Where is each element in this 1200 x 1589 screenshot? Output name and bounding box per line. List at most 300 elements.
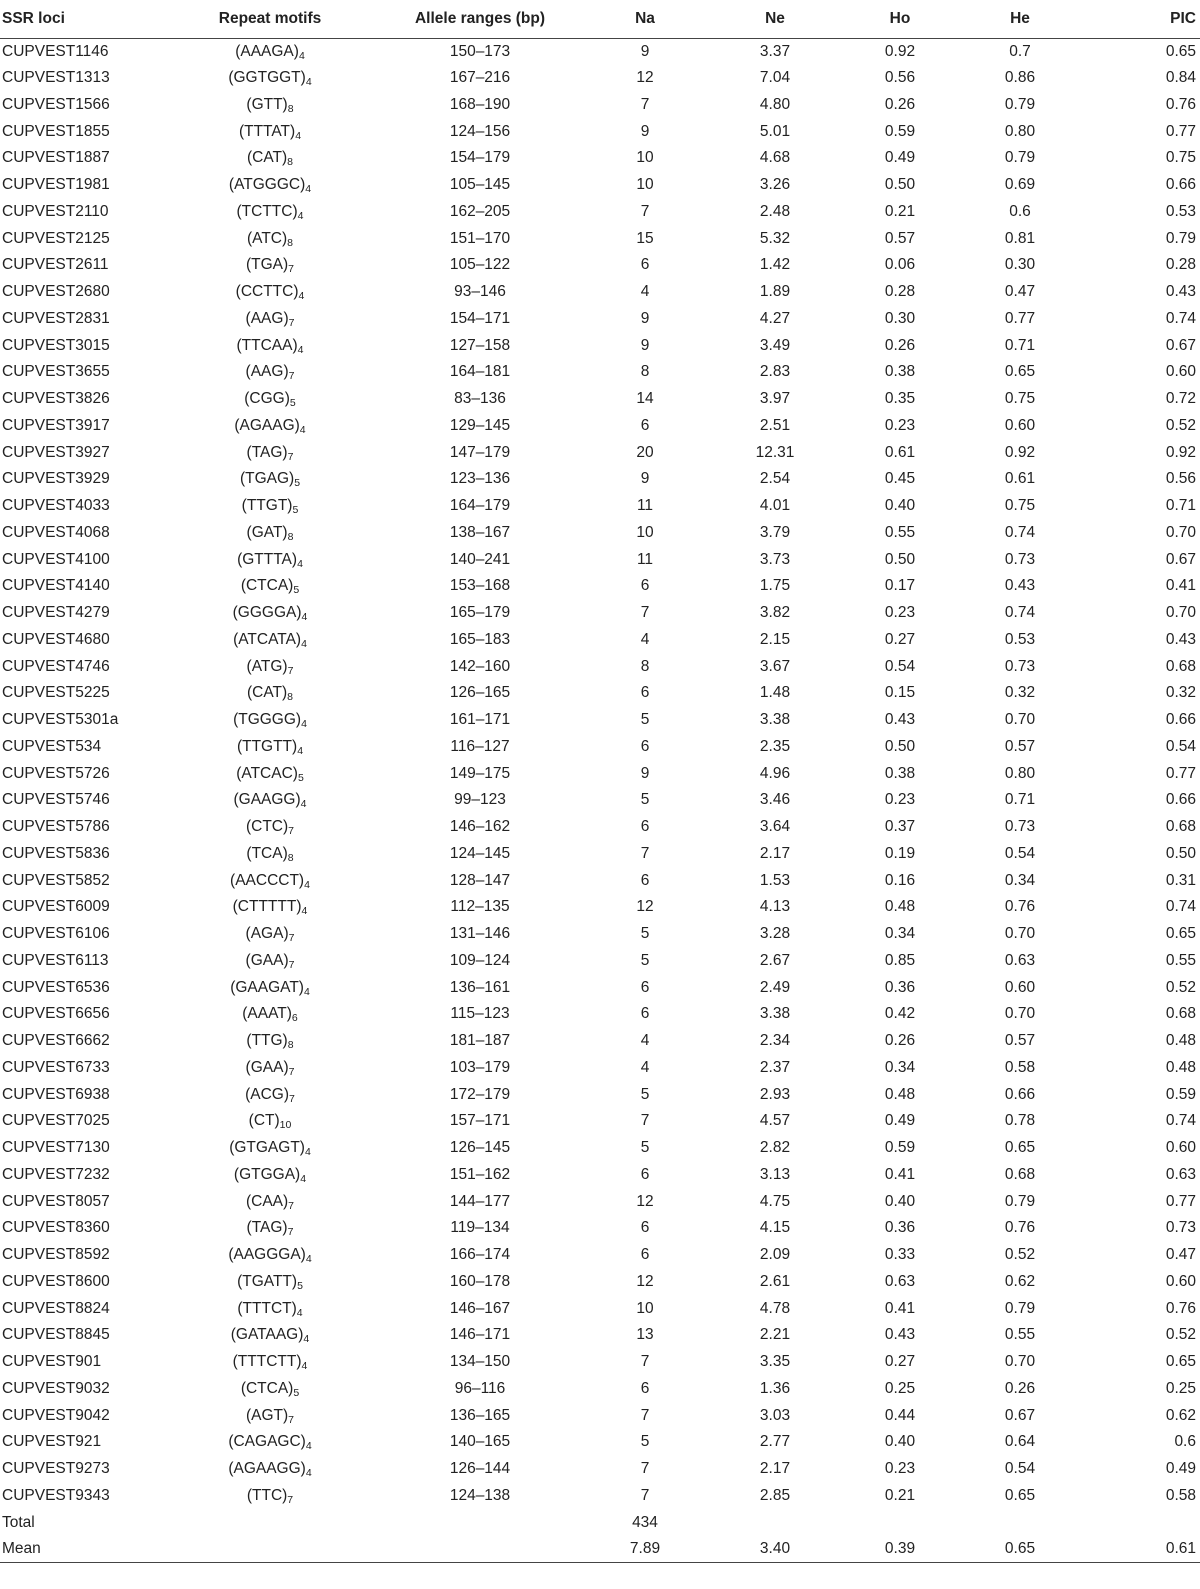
allele-range-cell: 181–187 xyxy=(449,1032,511,1050)
allele-range-cell: 154–171 xyxy=(449,309,511,327)
na-cell: 5 xyxy=(640,1433,650,1451)
na-cell: 9 xyxy=(640,336,650,354)
ho-cell: 0.36 xyxy=(884,978,916,996)
motif-text: (GAA) xyxy=(245,951,289,969)
table-row xyxy=(0,1055,1200,1082)
ho-cell: 0.34 xyxy=(884,1058,916,1076)
ne-cell: 4.80 xyxy=(759,95,791,113)
pic-cell: 0.52 xyxy=(1165,1326,1196,1344)
ho-cell: 0.55 xyxy=(884,523,916,541)
repeat-count: 7 xyxy=(288,370,295,383)
table-row xyxy=(0,92,1200,119)
na-cell: 6 xyxy=(640,871,650,889)
ne-cell: 1.89 xyxy=(759,283,791,301)
pic-cell: 0.79 xyxy=(1165,229,1196,247)
he-cell: 0.65 xyxy=(1004,1139,1036,1157)
he-cell: 0.76 xyxy=(1004,898,1036,916)
allele-range-cell: 165–183 xyxy=(449,630,511,648)
pic-cell: 0.52 xyxy=(1165,416,1196,434)
motif-text: (AACCCT) xyxy=(230,871,305,889)
he-cell: 0.70 xyxy=(1004,1005,1036,1023)
repeat-count: 4 xyxy=(305,183,312,196)
na-cell: 20 xyxy=(636,443,654,461)
pic-cell: 0.66 xyxy=(1165,176,1196,194)
repeat-count: 8 xyxy=(287,236,294,249)
motif-text: (CAGAGC) xyxy=(228,1433,306,1451)
pic-cell: 0.74 xyxy=(1165,309,1196,327)
ne-cell: 3.37 xyxy=(759,42,791,60)
ne-cell: 4.96 xyxy=(759,764,791,782)
table-row xyxy=(0,894,1200,921)
locus-cell: CUPVEST8057 xyxy=(2,1192,110,1210)
repeat-motif-cell xyxy=(160,1456,380,1483)
header-ssr-loci: SSR loci xyxy=(0,0,160,38)
allele-range-cell: 136–165 xyxy=(449,1406,511,1424)
motif-text: (ATG) xyxy=(246,657,288,675)
table-body xyxy=(0,38,1200,1563)
he-cell: 0.67 xyxy=(1004,1406,1036,1424)
na-cell: 7 xyxy=(640,1112,650,1130)
ne-cell: 1.42 xyxy=(759,256,791,274)
na-cell: 5 xyxy=(640,925,650,943)
he-cell: 0.6 xyxy=(1009,202,1031,220)
ho-cell: 0.28 xyxy=(884,283,916,301)
ne-cell: 3.03 xyxy=(759,1406,791,1424)
repeat-count: 7 xyxy=(288,1199,295,1212)
na-cell: 7 xyxy=(640,604,650,622)
repeat-count: 7 xyxy=(289,1092,295,1105)
table-row xyxy=(0,1269,1200,1296)
repeat-motif-cell xyxy=(160,38,380,65)
table-row xyxy=(0,439,1200,466)
motif-text: (CTCA) xyxy=(240,1379,294,1397)
motif-text: (AAAGA) xyxy=(235,42,299,60)
header-ho: Ho xyxy=(840,0,960,38)
table-row xyxy=(0,1429,1200,1456)
table-row xyxy=(0,734,1200,761)
table-row xyxy=(0,520,1200,547)
he-cell: 0.62 xyxy=(1004,1272,1036,1290)
table-row xyxy=(0,1135,1200,1162)
ne-cell xyxy=(710,1509,840,1536)
ne-cell: 3.26 xyxy=(759,176,791,194)
allele-range-cell: 146–162 xyxy=(449,818,511,836)
repeat-count: 4 xyxy=(301,718,307,731)
locus-cell: CUPVEST9343 xyxy=(2,1486,110,1504)
locus-cell: CUPVEST4033 xyxy=(2,497,110,515)
allele-range-cell: 124–138 xyxy=(449,1486,511,1504)
repeat-motif-cell xyxy=(160,1188,380,1215)
locus-cell: CUPVEST1313 xyxy=(2,69,110,87)
allele-range-cell: 96–116 xyxy=(454,1379,506,1397)
ho-cell: 0.45 xyxy=(884,470,916,488)
repeat-motif-cell xyxy=(160,1269,380,1296)
motif-text: (GAAGG) xyxy=(233,791,301,809)
locus-cell: CUPVEST2680 xyxy=(2,283,110,301)
locus-cell: CUPVEST4680 xyxy=(2,630,110,648)
repeat-motif-cell xyxy=(160,1162,380,1189)
table-row xyxy=(0,306,1200,333)
na-cell: 6 xyxy=(640,978,650,996)
na-cell: 5 xyxy=(640,711,650,729)
pic-cell: 0.77 xyxy=(1165,1192,1196,1210)
na-cell: 15 xyxy=(636,229,654,247)
repeat-motif-cell xyxy=(160,1001,380,1028)
allele-range-cell: 105–122 xyxy=(449,256,511,274)
he-cell: 0.60 xyxy=(1004,416,1036,434)
repeat-count: 8 xyxy=(287,1039,294,1052)
ho-cell: 0.85 xyxy=(884,951,916,969)
pic-cell: 0.68 xyxy=(1165,818,1196,836)
repeat-count: 7 xyxy=(288,958,295,971)
motif-text: (CTTTTT) xyxy=(232,898,302,916)
pic-cell: 0.84 xyxy=(1165,69,1196,87)
table-row xyxy=(0,118,1200,145)
allele-range-cell: 167–216 xyxy=(449,69,511,87)
na-cell: 6 xyxy=(640,577,650,595)
allele-range-cell: 160–178 xyxy=(449,1272,511,1290)
ne-cell: 3.79 xyxy=(759,523,791,541)
table-row xyxy=(0,1028,1200,1055)
ho-cell: 0.38 xyxy=(884,363,916,381)
ho-cell: 0.50 xyxy=(884,176,916,194)
repeat-motif-cell xyxy=(160,520,380,547)
pic-cell: 0.63 xyxy=(1165,1165,1196,1183)
repeat-count: 4 xyxy=(297,209,304,222)
he-cell: 0.79 xyxy=(1004,1299,1036,1317)
ho-cell: 0.63 xyxy=(884,1272,916,1290)
na-cell: 4 xyxy=(640,630,650,648)
ne-cell: 3.46 xyxy=(759,791,791,809)
ho-cell: 0.42 xyxy=(884,1005,916,1023)
allele-range-cell: 109–124 xyxy=(449,951,511,969)
he-cell xyxy=(960,1509,1080,1536)
repeat-motif-cell xyxy=(160,841,380,868)
na-cell: 6 xyxy=(640,1379,650,1397)
table-row xyxy=(0,1402,1200,1429)
repeat-count: 7 xyxy=(288,825,295,838)
repeat-count: 5 xyxy=(292,504,299,517)
ho-cell: 0.48 xyxy=(884,1085,916,1103)
ne-cell: 3.49 xyxy=(759,336,791,354)
allele-range-cell xyxy=(380,1509,580,1536)
allele-range-cell: 153–168 xyxy=(449,577,511,595)
table-row xyxy=(0,225,1200,252)
table-row xyxy=(0,1001,1200,1028)
ho-cell: 0.49 xyxy=(884,149,916,167)
he-cell: 0.65 xyxy=(960,1536,1080,1563)
table-row xyxy=(0,493,1200,520)
he-cell: 0.26 xyxy=(1004,1379,1036,1397)
he-cell: 0.34 xyxy=(1004,871,1036,889)
ho-cell: 0.26 xyxy=(884,1032,916,1050)
header-repeat-motifs: Repeat motifs xyxy=(160,0,380,38)
repeat-motif-cell xyxy=(160,145,380,172)
motif-text: (TGGGG) xyxy=(233,711,302,729)
motif-text: (GAT) xyxy=(246,523,288,541)
repeat-count: 4 xyxy=(296,1306,303,1319)
ho-cell: 0.43 xyxy=(884,711,916,729)
repeat-count: 4 xyxy=(305,76,312,89)
repeat-count: 7 xyxy=(287,1226,294,1239)
allele-range-cell: 147–179 xyxy=(449,443,511,461)
repeat-count: 5 xyxy=(297,771,304,784)
ne-cell: 2.49 xyxy=(759,978,791,996)
repeat-count: 4 xyxy=(301,637,307,650)
allele-range-cell: 83–136 xyxy=(454,390,506,408)
ne-cell: 2.77 xyxy=(759,1433,791,1451)
na-cell: 11 xyxy=(636,497,654,515)
he-cell: 0.64 xyxy=(1004,1433,1036,1451)
repeat-count: 4 xyxy=(300,798,307,811)
na-cell: 6 xyxy=(640,1005,650,1023)
motif-text: (TTTCT) xyxy=(237,1299,297,1317)
pic-cell: 0.55 xyxy=(1165,951,1196,969)
na-cell: 5 xyxy=(640,951,650,969)
allele-range-cell: 129–145 xyxy=(449,416,511,434)
allele-range-cell: 154–179 xyxy=(449,149,511,167)
motif-text: (TCTTC) xyxy=(236,202,298,220)
pic-cell: 0.49 xyxy=(1165,1460,1196,1478)
he-cell: 0.57 xyxy=(1004,737,1036,755)
he-cell: 0.30 xyxy=(1004,256,1036,274)
pic-cell: 0.77 xyxy=(1165,122,1196,140)
repeat-count: 6 xyxy=(291,1012,298,1025)
table-row xyxy=(0,1536,1200,1563)
pic-cell: 0.67 xyxy=(1165,550,1196,568)
na-cell: 9 xyxy=(640,470,650,488)
ne-cell: 2.17 xyxy=(759,1460,791,1478)
na-cell: 6 xyxy=(640,256,650,274)
na-cell: 10 xyxy=(636,176,654,194)
ho-cell: 0.23 xyxy=(884,791,916,809)
ho-cell: 0.49 xyxy=(884,1112,916,1130)
na-cell: 12 xyxy=(636,1192,654,1210)
ne-cell: 4.57 xyxy=(759,1112,791,1130)
na-cell: 7 xyxy=(640,844,650,862)
motif-text: (AGA) xyxy=(245,925,289,943)
table-row xyxy=(0,145,1200,172)
he-cell: 0.60 xyxy=(1004,978,1036,996)
locus-cell: CUPVEST7130 xyxy=(2,1139,110,1157)
locus-cell: CUPVEST9032 xyxy=(2,1379,110,1397)
ne-cell: 2.37 xyxy=(759,1058,791,1076)
he-cell: 0.70 xyxy=(1004,1353,1036,1371)
he-cell: 0.65 xyxy=(1004,363,1036,381)
pic-cell: 0.65 xyxy=(1165,1353,1196,1371)
locus-cell: Mean xyxy=(0,1536,160,1563)
locus-cell: CUPVEST2110 xyxy=(2,202,109,220)
motif-text: (AGAAGG) xyxy=(228,1460,306,1478)
table-row xyxy=(0,359,1200,386)
table-row xyxy=(0,948,1200,975)
repeat-count: 4 xyxy=(303,985,310,998)
he-cell: 0.77 xyxy=(1004,309,1036,327)
table-row xyxy=(0,1242,1200,1269)
he-cell: 0.53 xyxy=(1004,630,1036,648)
ne-cell: 4.78 xyxy=(759,1299,791,1317)
na-cell: 5 xyxy=(640,1085,650,1103)
pic-cell: 0.50 xyxy=(1165,844,1196,862)
ne-cell: 3.28 xyxy=(759,925,791,943)
ho-cell: 0.43 xyxy=(884,1326,916,1344)
allele-range-cell: 150–173 xyxy=(449,42,511,60)
motif-text: (GGTGGT) xyxy=(228,69,306,87)
allele-range-cell: 126–165 xyxy=(449,684,511,702)
pic-cell: 0.71 xyxy=(1165,497,1196,515)
repeat-count: 8 xyxy=(287,691,294,704)
ne-cell: 2.54 xyxy=(759,470,791,488)
repeat-motif-cell xyxy=(160,92,380,119)
allele-range-cell: 131–146 xyxy=(449,925,511,943)
pic-cell: 0.74 xyxy=(1165,1112,1196,1130)
na-cell: 4 xyxy=(640,1032,650,1050)
table-row xyxy=(0,600,1200,627)
table-row xyxy=(0,466,1200,493)
ne-cell: 2.17 xyxy=(759,844,791,862)
he-cell: 0.55 xyxy=(1004,1326,1036,1344)
locus-cell: CUPVEST2125 xyxy=(2,229,110,247)
repeat-count: 5 xyxy=(294,477,301,490)
repeat-count: 5 xyxy=(297,1279,303,1292)
repeat-motif-cell xyxy=(160,1349,380,1376)
table-row xyxy=(0,65,1200,92)
he-cell: 0.43 xyxy=(1004,577,1036,595)
locus-cell: CUPVEST7025 xyxy=(2,1112,110,1130)
allele-range-cell: 138–167 xyxy=(449,523,511,541)
locus-cell: CUPVEST9042 xyxy=(2,1406,110,1424)
repeat-motif-cell xyxy=(160,1536,380,1563)
locus-cell: CUPVEST4100 xyxy=(2,550,110,568)
ne-cell: 3.38 xyxy=(759,1005,791,1023)
repeat-motif-cell xyxy=(160,225,380,252)
header-allele-ranges: Allele ranges (bp) xyxy=(380,0,580,38)
motif-text: (CGG) xyxy=(244,390,290,408)
locus-cell: CUPVEST3917 xyxy=(2,416,110,434)
ne-cell: 2.35 xyxy=(759,737,791,755)
repeat-motif-cell xyxy=(160,332,380,359)
na-cell: 10 xyxy=(636,149,654,167)
locus-cell: CUPVEST5836 xyxy=(2,844,110,862)
allele-range-cell: 116–127 xyxy=(450,737,510,755)
locus-cell: Total xyxy=(2,1513,35,1531)
ne-cell: 3.64 xyxy=(759,818,791,836)
he-cell: 0.80 xyxy=(1004,122,1036,140)
he-cell: 0.79 xyxy=(1004,95,1036,113)
repeat-motif-cell xyxy=(160,627,380,654)
locus-cell: CUPVEST5225 xyxy=(2,684,110,702)
na-cell: 5 xyxy=(640,1139,650,1157)
locus-cell: CUPVEST7232 xyxy=(2,1165,110,1183)
ne-cell: 3.13 xyxy=(759,1165,791,1183)
ho-cell: 0.39 xyxy=(840,1536,960,1563)
na-cell: 7 xyxy=(640,95,650,113)
pic-cell: 0.68 xyxy=(1165,1005,1196,1023)
he-cell: 0.65 xyxy=(1004,1486,1036,1504)
repeat-count: 10 xyxy=(279,1119,292,1132)
pic-cell: 0.58 xyxy=(1165,1486,1196,1504)
repeat-count: 5 xyxy=(293,584,300,597)
motif-text: (TTTAT) xyxy=(238,122,296,140)
locus-cell: CUPVEST5786 xyxy=(2,818,110,836)
repeat-motif-cell xyxy=(160,760,380,787)
ne-cell: 1.36 xyxy=(759,1379,791,1397)
ne-cell: 2.82 xyxy=(759,1139,791,1157)
repeat-count: 7 xyxy=(288,316,295,329)
repeat-motif-cell xyxy=(160,787,380,814)
locus-cell: CUPVEST5726 xyxy=(2,764,110,782)
repeat-motif-cell xyxy=(160,948,380,975)
ne-cell: 7.04 xyxy=(759,69,791,87)
locus-cell: CUPVEST1146 xyxy=(2,42,109,60)
repeat-count: 4 xyxy=(299,423,306,436)
repeat-count: 4 xyxy=(300,1172,307,1185)
repeat-count: 4 xyxy=(304,878,310,891)
table-row xyxy=(0,867,1200,894)
motif-text: (GTGAGT) xyxy=(229,1139,305,1157)
ne-cell: 2.34 xyxy=(759,1032,791,1050)
na-cell: 6 xyxy=(640,1246,650,1264)
na-cell: 11 xyxy=(636,550,654,568)
na-cell: 4 xyxy=(640,283,650,301)
repeat-motif-cell xyxy=(160,1028,380,1055)
table-row xyxy=(0,573,1200,600)
repeat-count: 4 xyxy=(305,1467,312,1480)
pic-cell: 0.66 xyxy=(1165,791,1196,809)
he-cell: 0.73 xyxy=(1004,818,1036,836)
locus-cell: CUPVEST534 xyxy=(2,737,102,755)
motif-text: (GTGGA) xyxy=(233,1165,301,1183)
na-cell: 8 xyxy=(640,657,650,675)
locus-cell: CUPVEST6938 xyxy=(2,1085,110,1103)
ne-cell: 1.48 xyxy=(759,684,791,702)
ho-cell: 0.16 xyxy=(884,871,916,889)
repeat-motif-cell xyxy=(160,306,380,333)
allele-range-cell: 146–171 xyxy=(449,1326,511,1344)
na-cell: 8 xyxy=(640,363,650,381)
he-cell: 0.57 xyxy=(1004,1032,1036,1050)
he-cell: 0.80 xyxy=(1004,764,1036,782)
ne-cell: 2.85 xyxy=(759,1486,791,1504)
pic-cell: 0.31 xyxy=(1165,871,1196,889)
repeat-motif-cell xyxy=(160,1055,380,1082)
locus-cell: CUPVEST6733 xyxy=(2,1058,110,1076)
locus-cell: CUPVEST6113 xyxy=(2,951,109,969)
motif-text: (CT) xyxy=(248,1112,280,1130)
he-cell: 0.73 xyxy=(1004,657,1036,675)
na-cell: 7 xyxy=(640,1406,650,1424)
he-cell: 0.58 xyxy=(1004,1058,1036,1076)
locus-cell: CUPVEST3015 xyxy=(2,336,110,354)
repeat-motif-cell xyxy=(160,1376,380,1403)
ho-cell: 0.92 xyxy=(884,42,916,60)
locus-cell: CUPVEST4746 xyxy=(2,657,110,675)
table-row xyxy=(0,38,1200,65)
repeat-motif-cell xyxy=(160,734,380,761)
pic-cell: 0.56 xyxy=(1165,470,1196,488)
he-cell: 0.81 xyxy=(1004,229,1036,247)
motif-text: (CTCA) xyxy=(240,577,294,595)
table-row xyxy=(0,787,1200,814)
he-cell: 0.86 xyxy=(1004,69,1036,87)
he-cell: 0.75 xyxy=(1004,497,1036,515)
na-cell: 9 xyxy=(640,309,650,327)
repeat-motif-cell xyxy=(160,1135,380,1162)
allele-range-cell: 140–165 xyxy=(449,1433,511,1451)
na-cell: 5 xyxy=(640,791,650,809)
motif-text: (ACG) xyxy=(245,1085,290,1103)
ne-cell: 2.93 xyxy=(759,1085,791,1103)
